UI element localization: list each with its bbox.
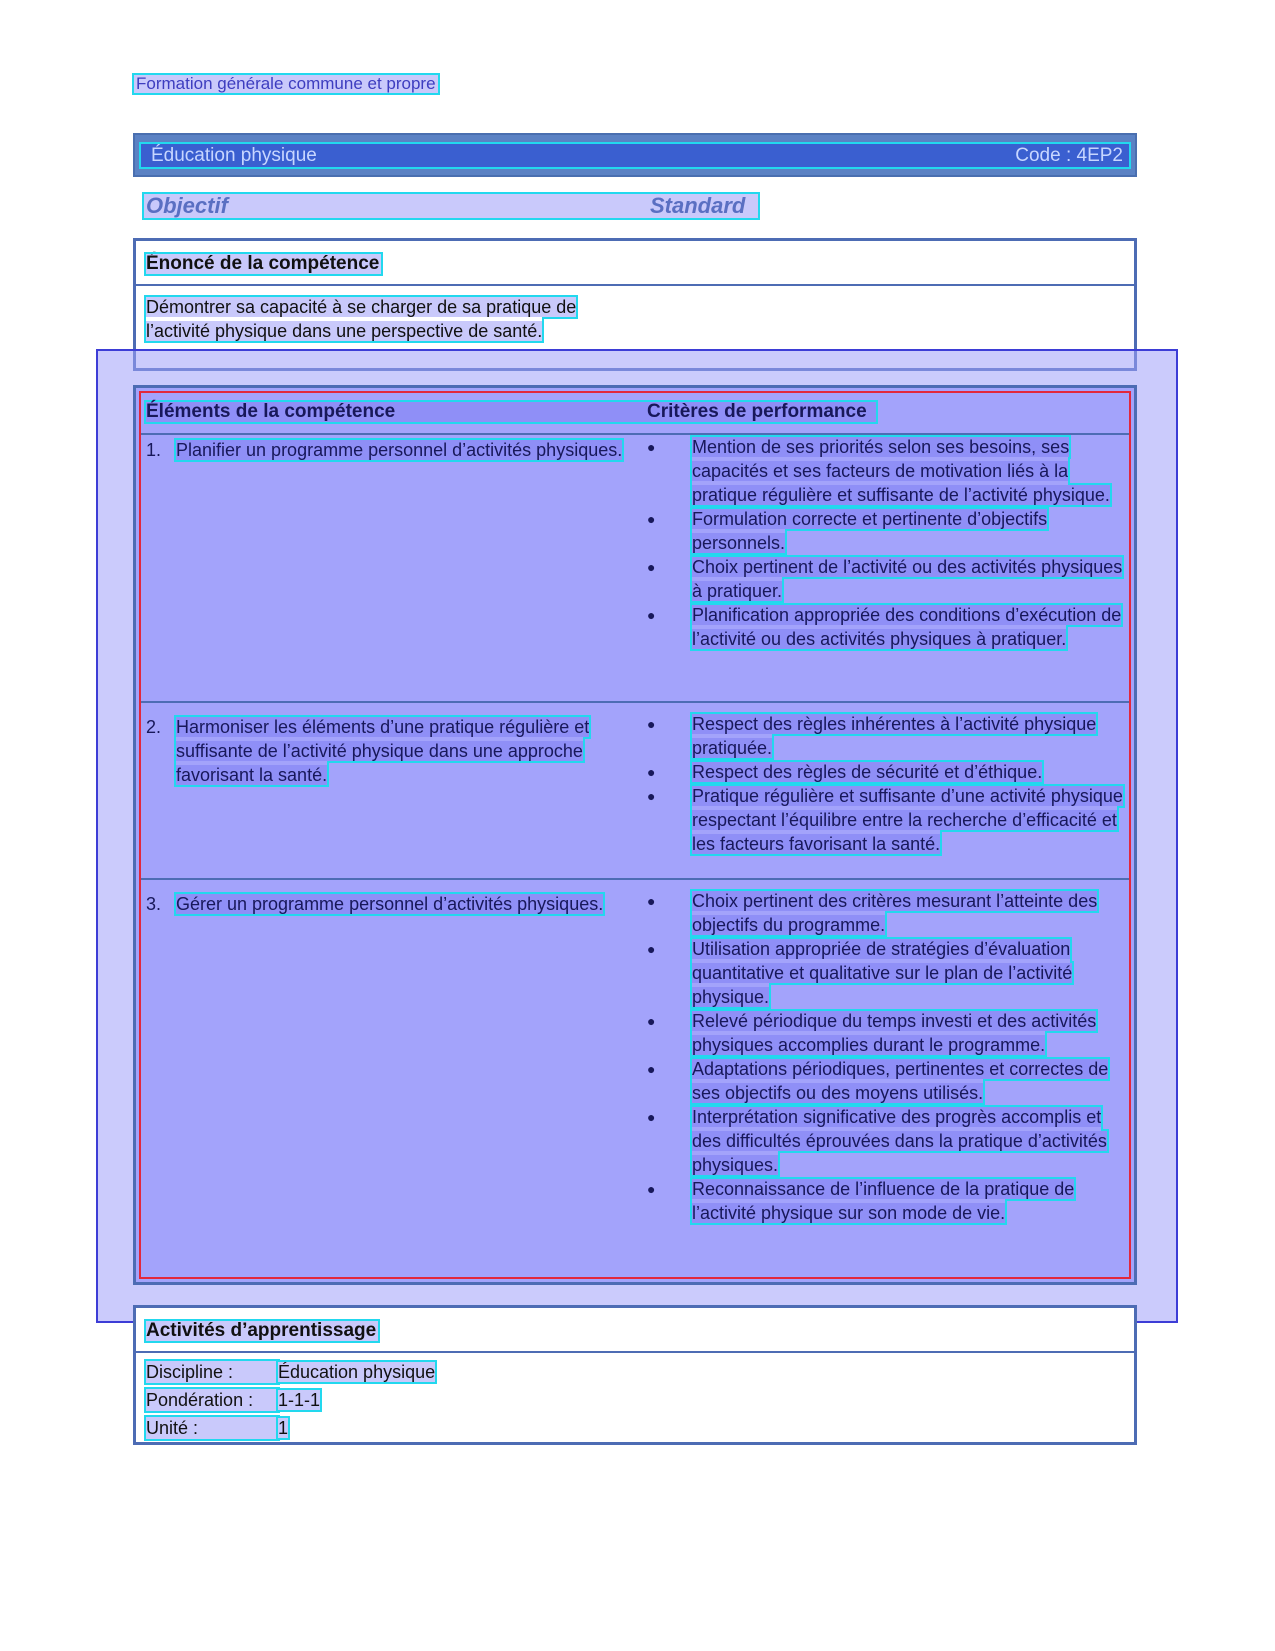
criterion-item	[646, 1009, 1126, 1057]
bullet-icon: ●	[647, 1109, 656, 1125]
bullet-icon: ●	[647, 716, 656, 732]
ponderation-row	[146, 1389, 320, 1411]
bullet-icon: ●	[647, 439, 656, 455]
criterion-text: Pratique régulière et suffisante d’une activité physique respectant l’équilibre entre la recherche d’efficacité et les facteurs favorisant la santé.	[692, 786, 1123, 854]
criterion-text: Mention de ses priorités selon ses besoins, ses capacités et ses facteurs de motivation liés à la pratique régulière et suffisante de l’activité physique.	[692, 437, 1110, 505]
objectif-label: Objectif	[146, 193, 228, 218]
criterion-text: Interprétation significative des progrès accomplis et des difficultés éprouvées dans la pratique d’activités physiques.	[692, 1107, 1107, 1175]
element-number: 3.	[146, 894, 162, 914]
activites-header	[136, 1308, 1134, 1353]
bullet-icon: ●	[647, 559, 656, 575]
criterion-item	[646, 784, 1126, 856]
criteria-list-3	[646, 889, 1126, 1225]
element-text	[176, 438, 631, 462]
criterion-item	[646, 603, 1126, 651]
bullet-icon: ●	[647, 511, 656, 527]
criterion-item	[646, 889, 1126, 937]
row-divider	[141, 701, 1129, 703]
enonce-header	[136, 241, 1134, 286]
criterion-item	[646, 1177, 1126, 1225]
bullet-icon: ●	[647, 607, 656, 623]
criterion-text: Respect des règles de sécurité et d’éthique.	[692, 762, 1043, 782]
criterion-item	[646, 1105, 1126, 1177]
col-header-criteres: Critères de performance	[647, 401, 867, 422]
criterion-text: Relevé périodique du temps investi et des activités physiques accomplies durant le programme.	[692, 1011, 1097, 1055]
element-number: 2.	[146, 717, 162, 737]
objectif-standard-row	[144, 194, 758, 218]
course-code: Code : 4EP2	[1015, 145, 1123, 166]
unite-value: 1	[278, 1418, 289, 1438]
criterion-text: Choix pertinent de l’activité ou des activités physiques à pratiquer.	[692, 557, 1123, 601]
ponderation-label: Pondération :	[146, 1389, 278, 1411]
competence-table	[133, 385, 1137, 1285]
criterion-text: Planification appropriée des conditions d’exécution de l’activité ou des activités physiques à pratiquer.	[692, 605, 1122, 649]
criterion-item	[646, 435, 1126, 507]
enonce-text	[146, 295, 606, 343]
bullet-icon: ●	[647, 1181, 656, 1197]
unite-row	[146, 1417, 288, 1439]
course-header-inner	[141, 144, 1129, 167]
element-text-content: Harmoniser les éléments d’une pratique régulière et suffisante de l’activité physique dans une approche favorisant la santé.	[176, 717, 590, 785]
criterion-item	[646, 507, 1126, 555]
criterion-item	[646, 555, 1126, 603]
element-text	[176, 892, 631, 916]
criteria-list-2	[646, 712, 1126, 856]
criterion-text: Adaptations périodiques, pertinentes et correctes de ses objectifs ou des moyens utilisés.	[692, 1059, 1109, 1103]
enonce-title: Énoncé de la compétence	[146, 253, 380, 274]
discipline-value: Éducation physique	[278, 1362, 436, 1382]
criterion-text: Reconnaissance de l’influence de la pratique de l’activité physique sur son mode de vie.	[692, 1179, 1075, 1223]
col-header-elements: Éléments de la compétence	[146, 401, 396, 422]
element-text	[176, 715, 631, 787]
course-title: Éducation physique	[151, 145, 317, 166]
bullet-icon: ●	[647, 1061, 656, 1077]
criterion-text: Utilisation appropriée de stratégies d’évaluation quantitative et qualitative sur le plan de l’activité physique.	[692, 939, 1073, 1007]
activites-title: Activités d’apprentissage	[146, 1320, 377, 1341]
element-text-content: Planifier un programme personnel d’activités physiques.	[176, 440, 623, 460]
criterion-item	[646, 1057, 1126, 1105]
bullet-icon: ●	[647, 941, 656, 957]
criterion-item	[646, 712, 1126, 760]
top-note: Formation générale commune et propre	[136, 74, 436, 93]
discipline-row	[146, 1361, 435, 1383]
criterion-text: Formulation correcte et pertinente d’objectifs personnels.	[692, 509, 1048, 553]
element-text-content: Gérer un programme personnel d’activités physiques.	[176, 894, 604, 914]
criterion-text: Choix pertinent des critères mesurant l’atteinte des objectifs du programme.	[692, 891, 1098, 935]
enonce-text-content: Démontrer sa capacité à se charger de sa pratique de l’activité physique dans une perspective de santé.	[146, 297, 577, 341]
bullet-icon: ●	[647, 893, 656, 909]
criterion-item	[646, 760, 1126, 784]
bullet-icon: ●	[647, 764, 656, 780]
ponderation-value: 1-1-1	[278, 1390, 321, 1410]
standard-label: Standard	[650, 193, 746, 218]
discipline-label: Discipline :	[146, 1361, 278, 1383]
element-number: 1.	[146, 440, 162, 460]
criterion-item	[646, 937, 1126, 1009]
criterion-text: Respect des règles inhérentes à l’activité physique pratiquée.	[692, 714, 1097, 758]
activites-box	[133, 1305, 1137, 1445]
bullet-icon: ●	[647, 788, 656, 804]
bullet-icon: ●	[647, 1013, 656, 1029]
unite-label: Unité :	[146, 1417, 278, 1439]
row-divider	[141, 878, 1129, 880]
criteria-list-1	[646, 435, 1126, 651]
course-header-bar	[133, 133, 1137, 177]
